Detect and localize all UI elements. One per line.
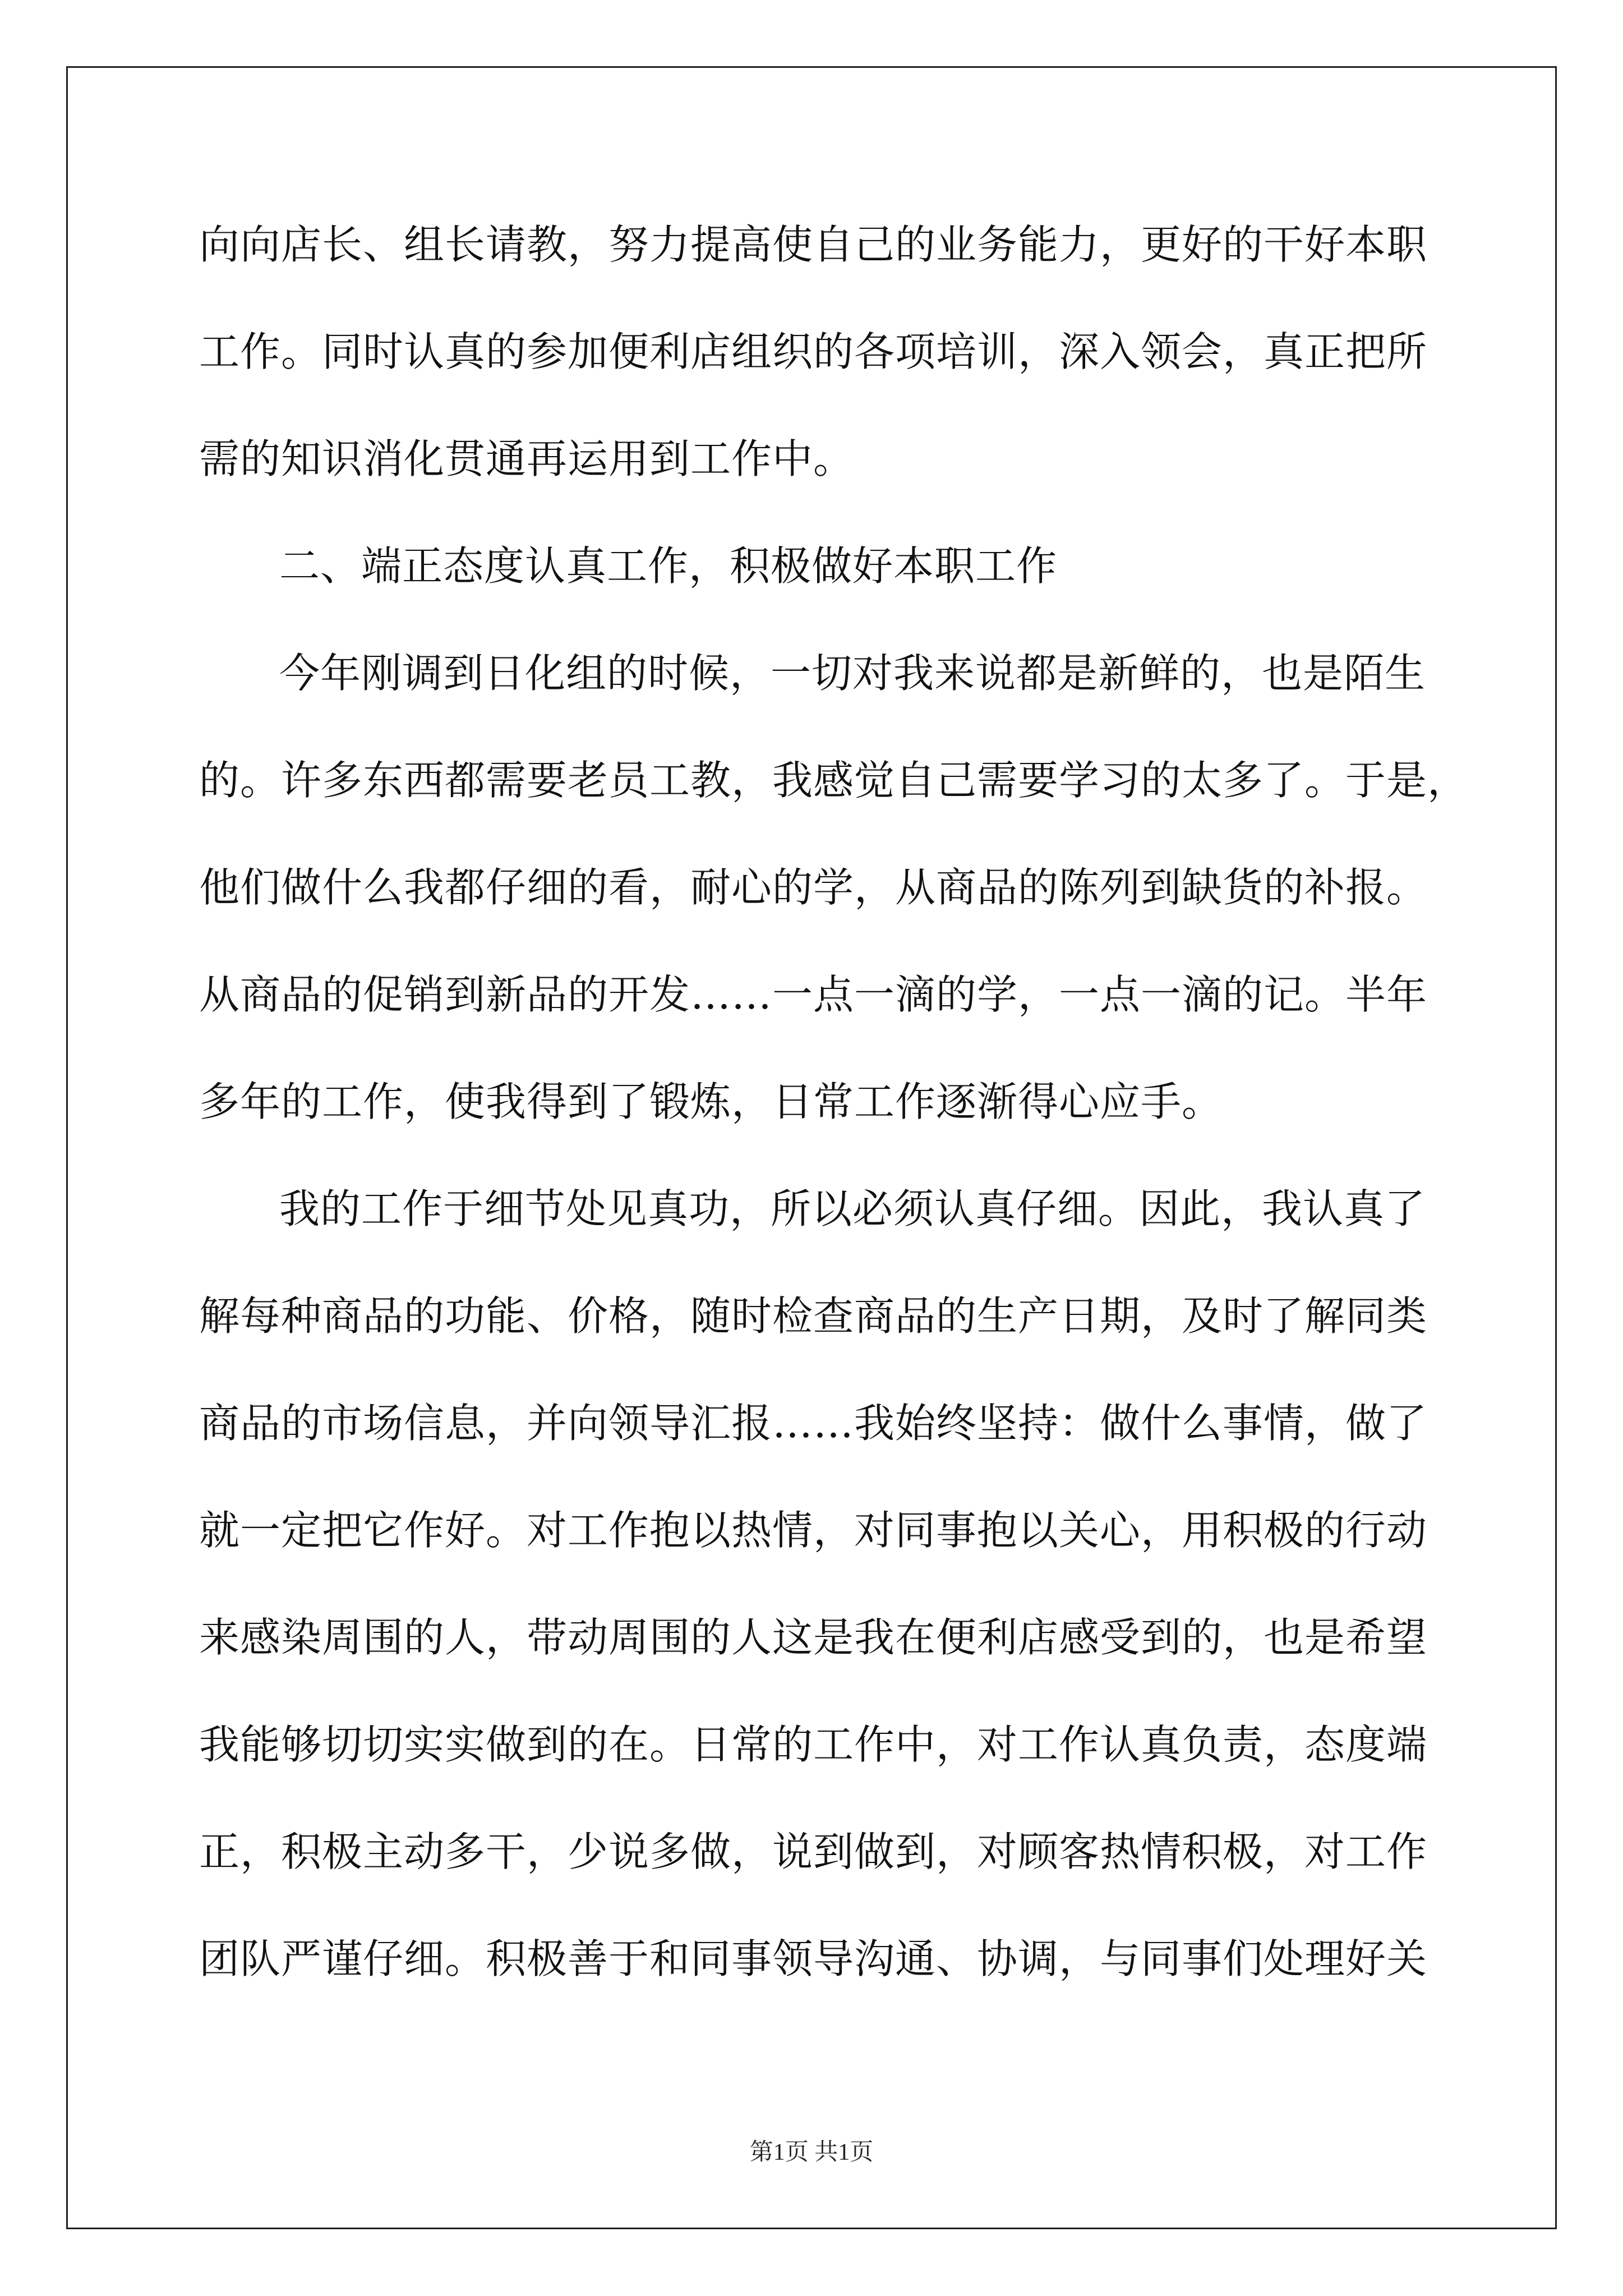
text-line: 团队严谨仔细。积极善于和同事领导沟通、协调，与同事们处理好关: [199, 1935, 1428, 1982]
text-line: 就一定把它作好。对工作抱以热情，对同事抱以关心，用积极的行动: [199, 1507, 1428, 1554]
text-line: 我能够切切实实做到的在。日常的工作中，对工作认真负责，态度端: [199, 1721, 1428, 1768]
text-line: 多年的工作，使我得到了锻炼，日常工作逐渐得心应手。: [199, 1078, 1223, 1125]
section-heading: 二、端正态度认真工作，积极做好本职工作: [279, 542, 1058, 590]
text-line: 他们做什么我都仔细的看，耐心的学，从商品的陈列到缺货的补报。: [199, 864, 1428, 911]
text-line: 向向店长、组长请教，努力提高使自己的业务能力，更好的干好本职: [199, 221, 1428, 268]
text-line: 今年刚调到日化组的时候，一切对我来说都是新鲜的，也是陌生: [279, 650, 1426, 697]
text-line: 解每种商品的功能、价格，随时检查商品的生产日期，及时了解同类: [199, 1292, 1428, 1340]
text-line: 我的工作于细节处见真功，所以必须认真仔细。因此，我认真了: [279, 1185, 1426, 1232]
text-line: 工作。同时认真的参加便利店组织的各项培训，深入领会，真正把所: [199, 328, 1428, 375]
text-line: 从商品的促销到新品的开发……一点一滴的学，一点一滴的记。半年: [199, 971, 1428, 1018]
page-number-footer: 第1页 共1页: [749, 2139, 874, 2165]
text-line: 商品的市场信息，并向领导汇报……我始终坚持：做什么事情，做了: [199, 1400, 1428, 1447]
text-line: 正，积极主动多干，少说多做，说到做到，对顾客热情积极，对工作: [199, 1828, 1428, 1875]
text-line: 的。许多东西都需要老员工教，我感觉自己需要学习的太多了。于是，: [199, 757, 1469, 804]
text-line: 需的知识消化贯通再运用到工作中。: [199, 435, 855, 482]
page-border: [66, 66, 1557, 2229]
text-line: 来感染周围的人，带动周围的人这是我在便利店感受到的，也是希望: [199, 1614, 1428, 1661]
